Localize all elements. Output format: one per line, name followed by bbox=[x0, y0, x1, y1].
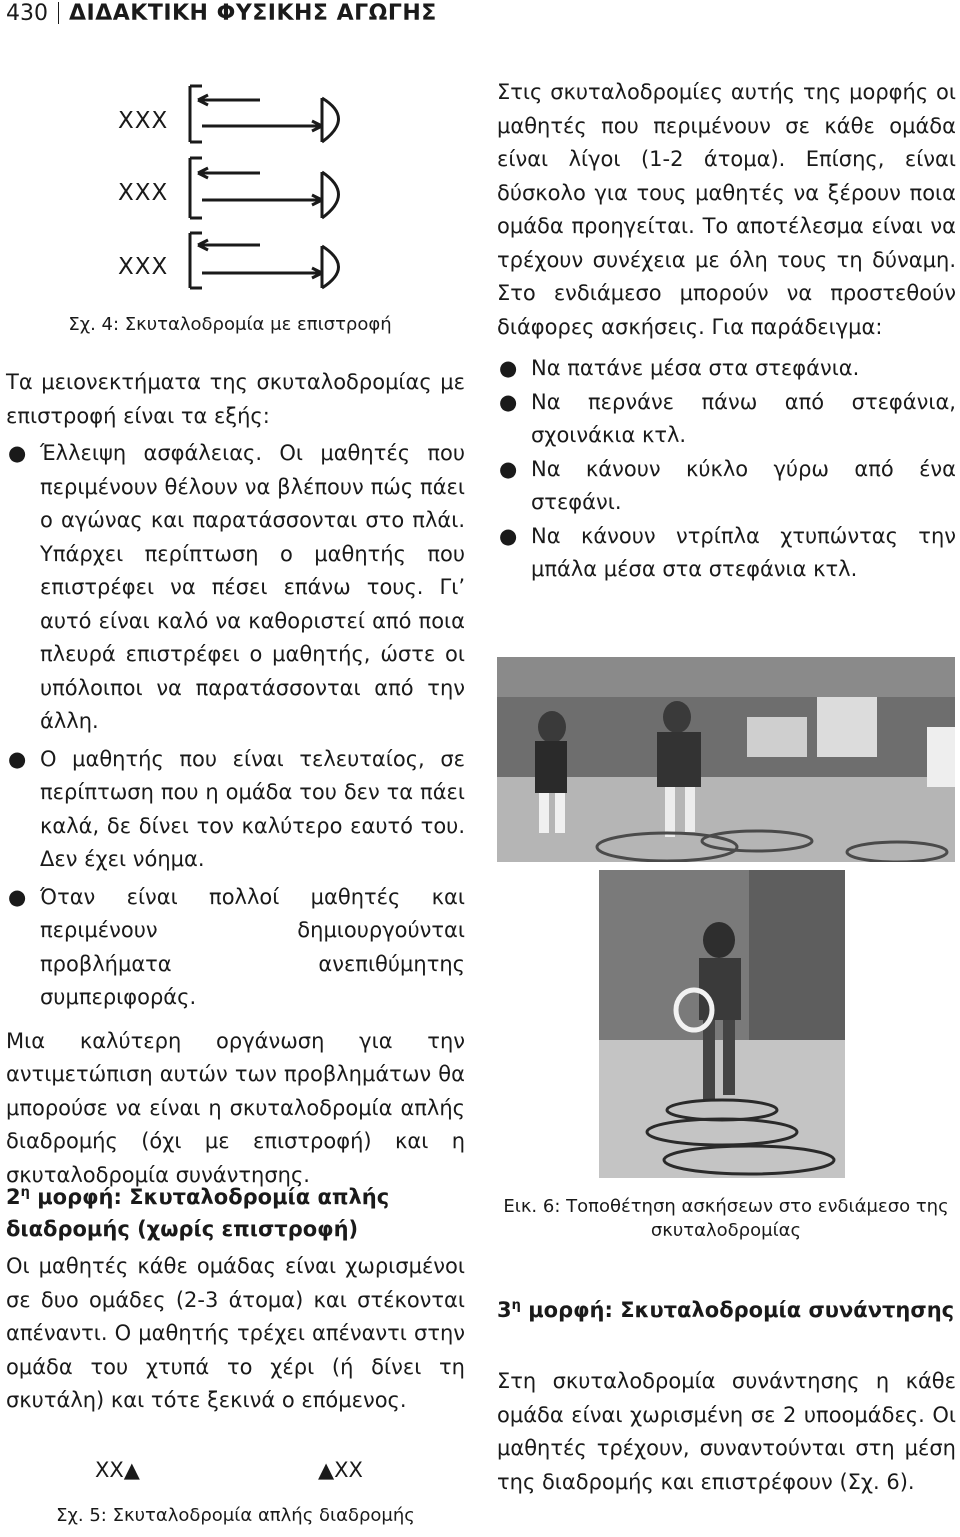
list-item bbox=[497, 352, 956, 386]
right-column bbox=[497, 76, 956, 587]
bullet-icon: ● bbox=[499, 356, 518, 380]
figure-5-left-team: XX▲ bbox=[95, 1458, 140, 1482]
page-title: ΔΙΔΑΚΤΙΚΗ ΦΥΣΙΚΗΣ ΑΓΩΓΗΣ bbox=[69, 1, 437, 26]
intro-paragraph: Τα μειονεκτήματα της σκυταλοδρομίας με επιστροφή είναι τα εξής: bbox=[6, 370, 465, 428]
figure-4-caption: Σχ. 4: Σκυταλοδρομία με επιστροφή bbox=[68, 314, 392, 335]
list-item-text: Όταν είναι πολλοί μαθητές και περιμένουν δημιουργούνται προβλήματα ανεπιθύμητης συμπεριφοράς. bbox=[40, 884, 465, 1009]
section-2-paragraph bbox=[6, 1250, 465, 1418]
bullet-icon: ● bbox=[8, 746, 27, 771]
list-item-text: Να περνάνε πάνω από στεφάνια, σχοινάκια κτλ. bbox=[531, 389, 956, 447]
figure-4-diagram bbox=[110, 78, 370, 293]
header-divider bbox=[58, 2, 59, 24]
right-intro-paragraph: Στις σκυταλοδρομίες αυτής της μορφής οι μαθητές που περιμένουν σε κάθε ομάδα είναι λίγοι (1-2 άτομα). Επίσης, είναι δύσκολο για τους μαθητές να ξέρουν ποια ομάδα προηγείται. Το αποτέλεσμα είναι να τρέχουν συνέχεια με όλη τους τη δύναμη. Στο ενδιάμεσο μπορούν να προστεθούν διάφορες ασκήσεις. Για παράδειγμα: bbox=[497, 80, 956, 339]
list-item-text: Να κάνουν κύκλο γύρω από ένα στεφάνι. bbox=[531, 456, 956, 514]
figure-5-caption: Σχ. 5: Σκυταλοδρομία απλής διαδρομής bbox=[56, 1505, 415, 1526]
section-2-text: Οι μαθητές κάθε ομάδας είναι χωρισμένοι σε δυο ομάδες (2-3 άτομα) και στέκονται απέναντι. Ο μαθητής τρέχει απέναντι στην ομάδα του χτυπά το χέρι (ή δίνει τη σκυτάλη) και τότε ξεκινά ο επόμενος. bbox=[6, 1254, 465, 1412]
photo-hoops-bottom bbox=[599, 870, 845, 1178]
heading-superscript: η bbox=[511, 1298, 521, 1313]
heading-text: μορφή: Σκυταλοδρομία συνάντησης bbox=[520, 1298, 955, 1322]
section-heading-3 bbox=[497, 1290, 956, 1326]
list-item-text: Ο μαθητής που είναι τελευταίος, σε περίπτωση που η ομάδα του δεν τα πάει καλά, δε δίνει τον καλύτερο εαυτό του. Δεν έχει νόημα. bbox=[40, 746, 465, 871]
team-mark: XXX bbox=[118, 254, 169, 280]
lane-2 bbox=[190, 158, 339, 218]
page-header bbox=[6, 0, 437, 28]
team-mark: XXX bbox=[118, 180, 169, 206]
left-column bbox=[6, 366, 465, 1192]
list-item bbox=[6, 881, 465, 1015]
bullet-icon: ● bbox=[8, 884, 27, 909]
list-item-text: Έλλειψη ασφάλειας. Οι μαθητές που περιμένουν θέλουν να βλέπουν πώς πάει ο αγώνας και παρατάσσονται στο πλάι. Υπάρχει περίπτωση ο μαθητής που επιστρέφει να πέσει επάνω τους. Γι’ αυτό είναι καλό να καθοριστεί από ποια πλευρά επιστρέφει ο μαθητής, ώστε οι υπόλοιποι να παρατάσσονται από την άλλη. bbox=[40, 441, 465, 733]
list-item bbox=[497, 520, 956, 587]
bullet-icon: ● bbox=[8, 441, 27, 465]
heading-number: 2 bbox=[6, 1185, 21, 1209]
photo-illustration bbox=[497, 657, 955, 862]
lane-1 bbox=[190, 86, 339, 142]
list-item bbox=[497, 386, 956, 453]
bullet-icon: ● bbox=[499, 523, 518, 548]
conclusion-paragraph: Μια καλύτερη οργάνωση για την αντιμετώπιση αυτών των προβλημάτων θα μπορούσε να είναι η σκυταλοδρομία απλής διαδρομής (όχι με επιστροφή) και η σκυταλοδρομία συνάντησης. bbox=[6, 1028, 465, 1187]
list-item bbox=[6, 743, 465, 877]
team-mark: XXX bbox=[118, 108, 169, 134]
figure-6-caption: Εικ. 6: Τοποθέτηση ασκήσεων στο ενδιάμεσο της σκυταλοδρομίας bbox=[503, 1196, 949, 1241]
page-number: 430 bbox=[6, 1, 48, 26]
list-item bbox=[6, 437, 465, 739]
heading-superscript: η bbox=[20, 1185, 30, 1200]
list-item-text: Να πατάνε μέσα στα στεφάνια. bbox=[531, 356, 860, 380]
list-item-text: Να κάνουν ντρίπλα χτυπώντας την μπάλα μέσα στα στεφάνια κτλ. bbox=[531, 523, 956, 581]
bullet-icon: ● bbox=[499, 389, 518, 414]
list-item bbox=[497, 453, 956, 520]
photo-hoops-top bbox=[497, 657, 955, 862]
bullet-icon: ● bbox=[499, 456, 518, 481]
photo-illustration bbox=[599, 870, 845, 1178]
section-3-paragraph bbox=[497, 1365, 956, 1499]
heading-text: μορφή: Σκυταλοδρομία απλής διαδρομής (χωρίς επιστροφή) bbox=[6, 1185, 390, 1241]
section-heading-2 bbox=[6, 1177, 465, 1245]
heading-number: 3 bbox=[497, 1298, 512, 1322]
lane-3 bbox=[190, 233, 339, 288]
figure-5-right-team: ▲XX bbox=[318, 1458, 363, 1482]
section-3-text: Στη σκυταλοδρομία συνάντησης η κάθε ομάδα είναι χωρισμένη σε 2 υποομάδες. Οι μαθητές τρέχουν, συναντούνται στη μέση της διαδρομής και επιστρέφουν (Σχ. 6). bbox=[497, 1369, 956, 1494]
